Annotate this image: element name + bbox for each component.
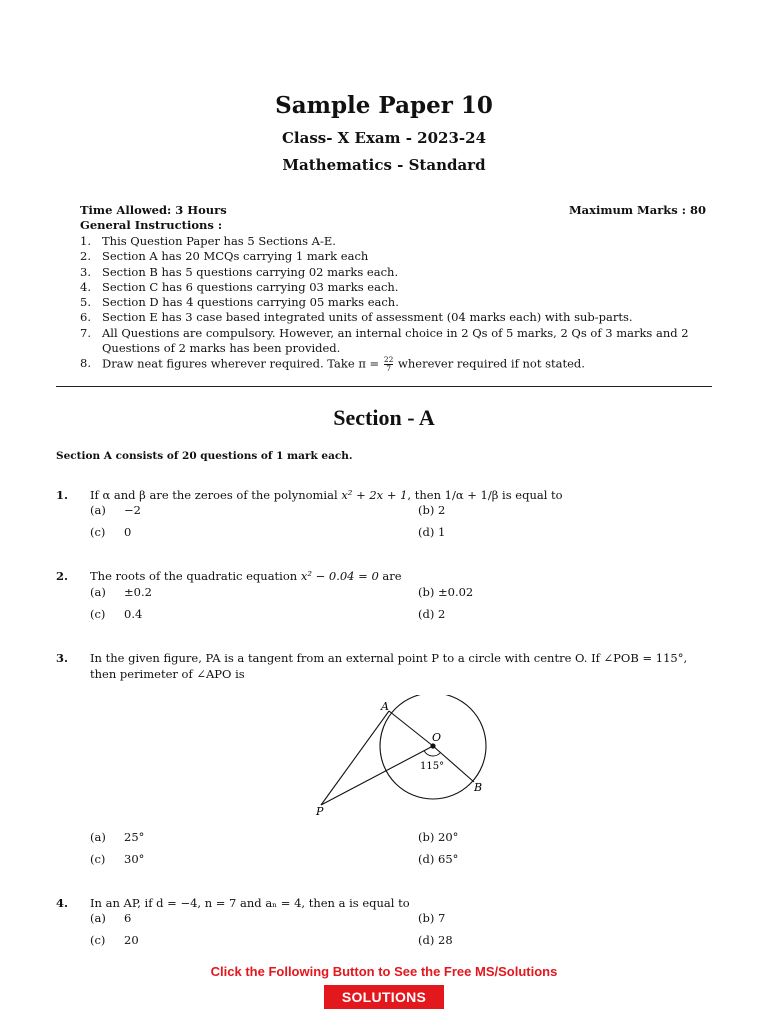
question-text: [90, 569, 714, 585]
question-number: 1.: [56, 488, 69, 502]
option-value: −2: [124, 503, 141, 517]
question-text-part: are: [378, 569, 402, 583]
section-note: Section A consists of 20 questions of 1 mark each.: [56, 450, 353, 462]
fraction-numerator: 22: [383, 355, 394, 365]
question-text-part: is equal to: [498, 488, 563, 502]
option-label: (c): [90, 933, 106, 947]
tangent-line-pa: [321, 711, 389, 805]
pi-fraction: [384, 356, 394, 373]
instruction-text: Section E has 3 case based integrated units of assessment (04 marks each) with sub-parts.: [102, 310, 633, 325]
option-label: (d): [418, 607, 435, 621]
instruction-number: 6.: [80, 310, 91, 325]
instruction-text: All Questions are compulsory. However, an internal choice in 2 Qs of 5 marks, 2 Qs of 3 marks and 2 Questions of 2 marks has been provided.: [102, 325, 689, 356]
question-text-part: If α and β are the zeroes of the polynomial: [90, 488, 342, 502]
instruction-number: 2.: [80, 249, 91, 264]
maximum-marks: Maximum Marks : 80: [568, 203, 706, 217]
option-c[interactable]: [90, 852, 144, 866]
polynomial: x² + 2x + 1: [341, 488, 408, 502]
paper-title: Sample Paper 10: [275, 92, 493, 119]
radius-oa: [389, 711, 433, 746]
option-value: 6: [124, 911, 132, 925]
option-b[interactable]: [418, 830, 458, 844]
question-text: [90, 488, 714, 504]
time-allowed: Time Allowed: 3 Hours: [80, 203, 227, 217]
instruction-text-start: Draw neat figures wherever required. Take π =: [102, 356, 383, 371]
option-a[interactable]: [90, 503, 141, 517]
angle-arc: [424, 751, 441, 756]
instruction-item: [80, 280, 714, 295]
tangent-circle-figure: [300, 695, 500, 820]
instruction-number: 7.: [80, 325, 91, 340]
option-label: (b): [418, 585, 435, 599]
option-value: 25°: [124, 830, 145, 844]
fraction-denominator: 7: [386, 364, 391, 374]
divider: [56, 386, 712, 387]
option-value: 28: [438, 933, 453, 947]
option-value: 30°: [124, 852, 145, 866]
question-text: In an AP, if d = −4, n = 7 and aₙ = 4, then a is equal to: [90, 896, 410, 910]
option-value: 65°: [438, 852, 459, 866]
option-value: 7: [438, 911, 446, 925]
option-b[interactable]: [418, 911, 445, 925]
option-d[interactable]: [418, 852, 458, 866]
instruction-item: [80, 310, 714, 325]
option-value: 0: [124, 525, 132, 539]
option-c[interactable]: [90, 933, 139, 947]
instruction-number: 3.: [80, 264, 91, 279]
solutions-link-text[interactable]: Click the Following Button to See the Free MS/Solutions: [210, 964, 558, 979]
instruction-item: [80, 356, 714, 373]
label-a: A: [381, 700, 389, 713]
question-number: 2.: [56, 569, 69, 583]
question-text-part: The roots of the quadratic equation: [90, 569, 301, 583]
option-label: (a): [90, 911, 106, 925]
option-label: (a): [90, 830, 106, 844]
option-label: (d): [418, 525, 435, 539]
instruction-text: Section B has 5 questions carrying 02 marks each.: [102, 264, 399, 279]
option-value: ±0.2: [124, 585, 152, 599]
option-b[interactable]: [418, 585, 473, 599]
question-text: In the given figure, PA is a tangent from an external point P to a circle with centre O. If ∠POB = 115°, then perimeter of ∠APO is: [90, 651, 688, 681]
option-d[interactable]: [418, 525, 445, 539]
label-o: O: [432, 731, 442, 744]
label-b: B: [474, 781, 483, 794]
option-c[interactable]: [90, 525, 131, 539]
instruction-text-end: wherever required if not stated.: [394, 356, 585, 371]
option-value: 20°: [438, 830, 459, 844]
option-value: 1: [438, 525, 446, 539]
option-d[interactable]: [418, 607, 445, 621]
option-label: (b): [418, 830, 435, 844]
instruction-number: 8.: [80, 356, 91, 371]
question-number: 4.: [56, 896, 69, 910]
centre-point: [430, 743, 435, 748]
instruction-item: [80, 295, 714, 310]
option-value: 2: [438, 607, 446, 621]
section-title: Section - A: [333, 405, 435, 430]
option-d[interactable]: [418, 933, 453, 947]
option-value: ±0.02: [438, 585, 474, 599]
option-label: (b): [418, 911, 435, 925]
instruction-item: [80, 234, 714, 249]
option-a[interactable]: [90, 830, 144, 844]
instruction-text: Section D has 4 questions carrying 05 marks each.: [102, 295, 399, 310]
option-label: (a): [90, 585, 106, 599]
equation: x² − 0.04 = 0: [300, 569, 379, 583]
general-instructions-heading: General Instructions :: [80, 218, 223, 232]
question-text-part: , then: [407, 488, 445, 502]
option-label: (c): [90, 607, 106, 621]
option-a[interactable]: [90, 585, 152, 599]
option-label: (d): [418, 933, 435, 947]
option-value: 20: [124, 933, 139, 947]
instruction-text: Section A has 20 MCQs carrying 1 mark each: [102, 249, 369, 264]
solutions-button[interactable]: SOLUTIONS: [324, 985, 444, 1009]
option-a[interactable]: [90, 911, 131, 925]
subject-line: Mathematics - Standard: [282, 156, 486, 174]
instruction-text: This Question Paper has 5 Sections A-E.: [102, 234, 336, 248]
option-value: 2: [438, 503, 446, 517]
question-number: 3.: [56, 651, 69, 665]
instruction-item: [80, 326, 714, 357]
instruction-number: 5.: [80, 295, 91, 310]
option-value: 0.4: [124, 607, 143, 621]
option-label: (c): [90, 852, 106, 866]
reciprocal-sum: 1/α + 1/β: [444, 488, 499, 502]
option-b[interactable]: [418, 503, 445, 517]
option-label: (a): [90, 503, 106, 517]
option-label: (d): [418, 852, 435, 866]
option-c[interactable]: [90, 607, 142, 621]
instructions-list: [80, 234, 714, 373]
class-line: Class- X Exam - 2023-24: [281, 129, 487, 147]
instruction-item: [80, 265, 714, 280]
instruction-text: Section C has 6 questions carrying 03 marks each.: [102, 279, 399, 294]
angle-label: 115°: [420, 761, 445, 772]
option-label: (b): [418, 503, 435, 517]
label-p: P: [316, 805, 324, 818]
instruction-number: 4.: [80, 279, 91, 294]
instruction-item: [80, 249, 714, 264]
option-label: (c): [90, 525, 106, 539]
instruction-number: 1.: [80, 234, 91, 248]
